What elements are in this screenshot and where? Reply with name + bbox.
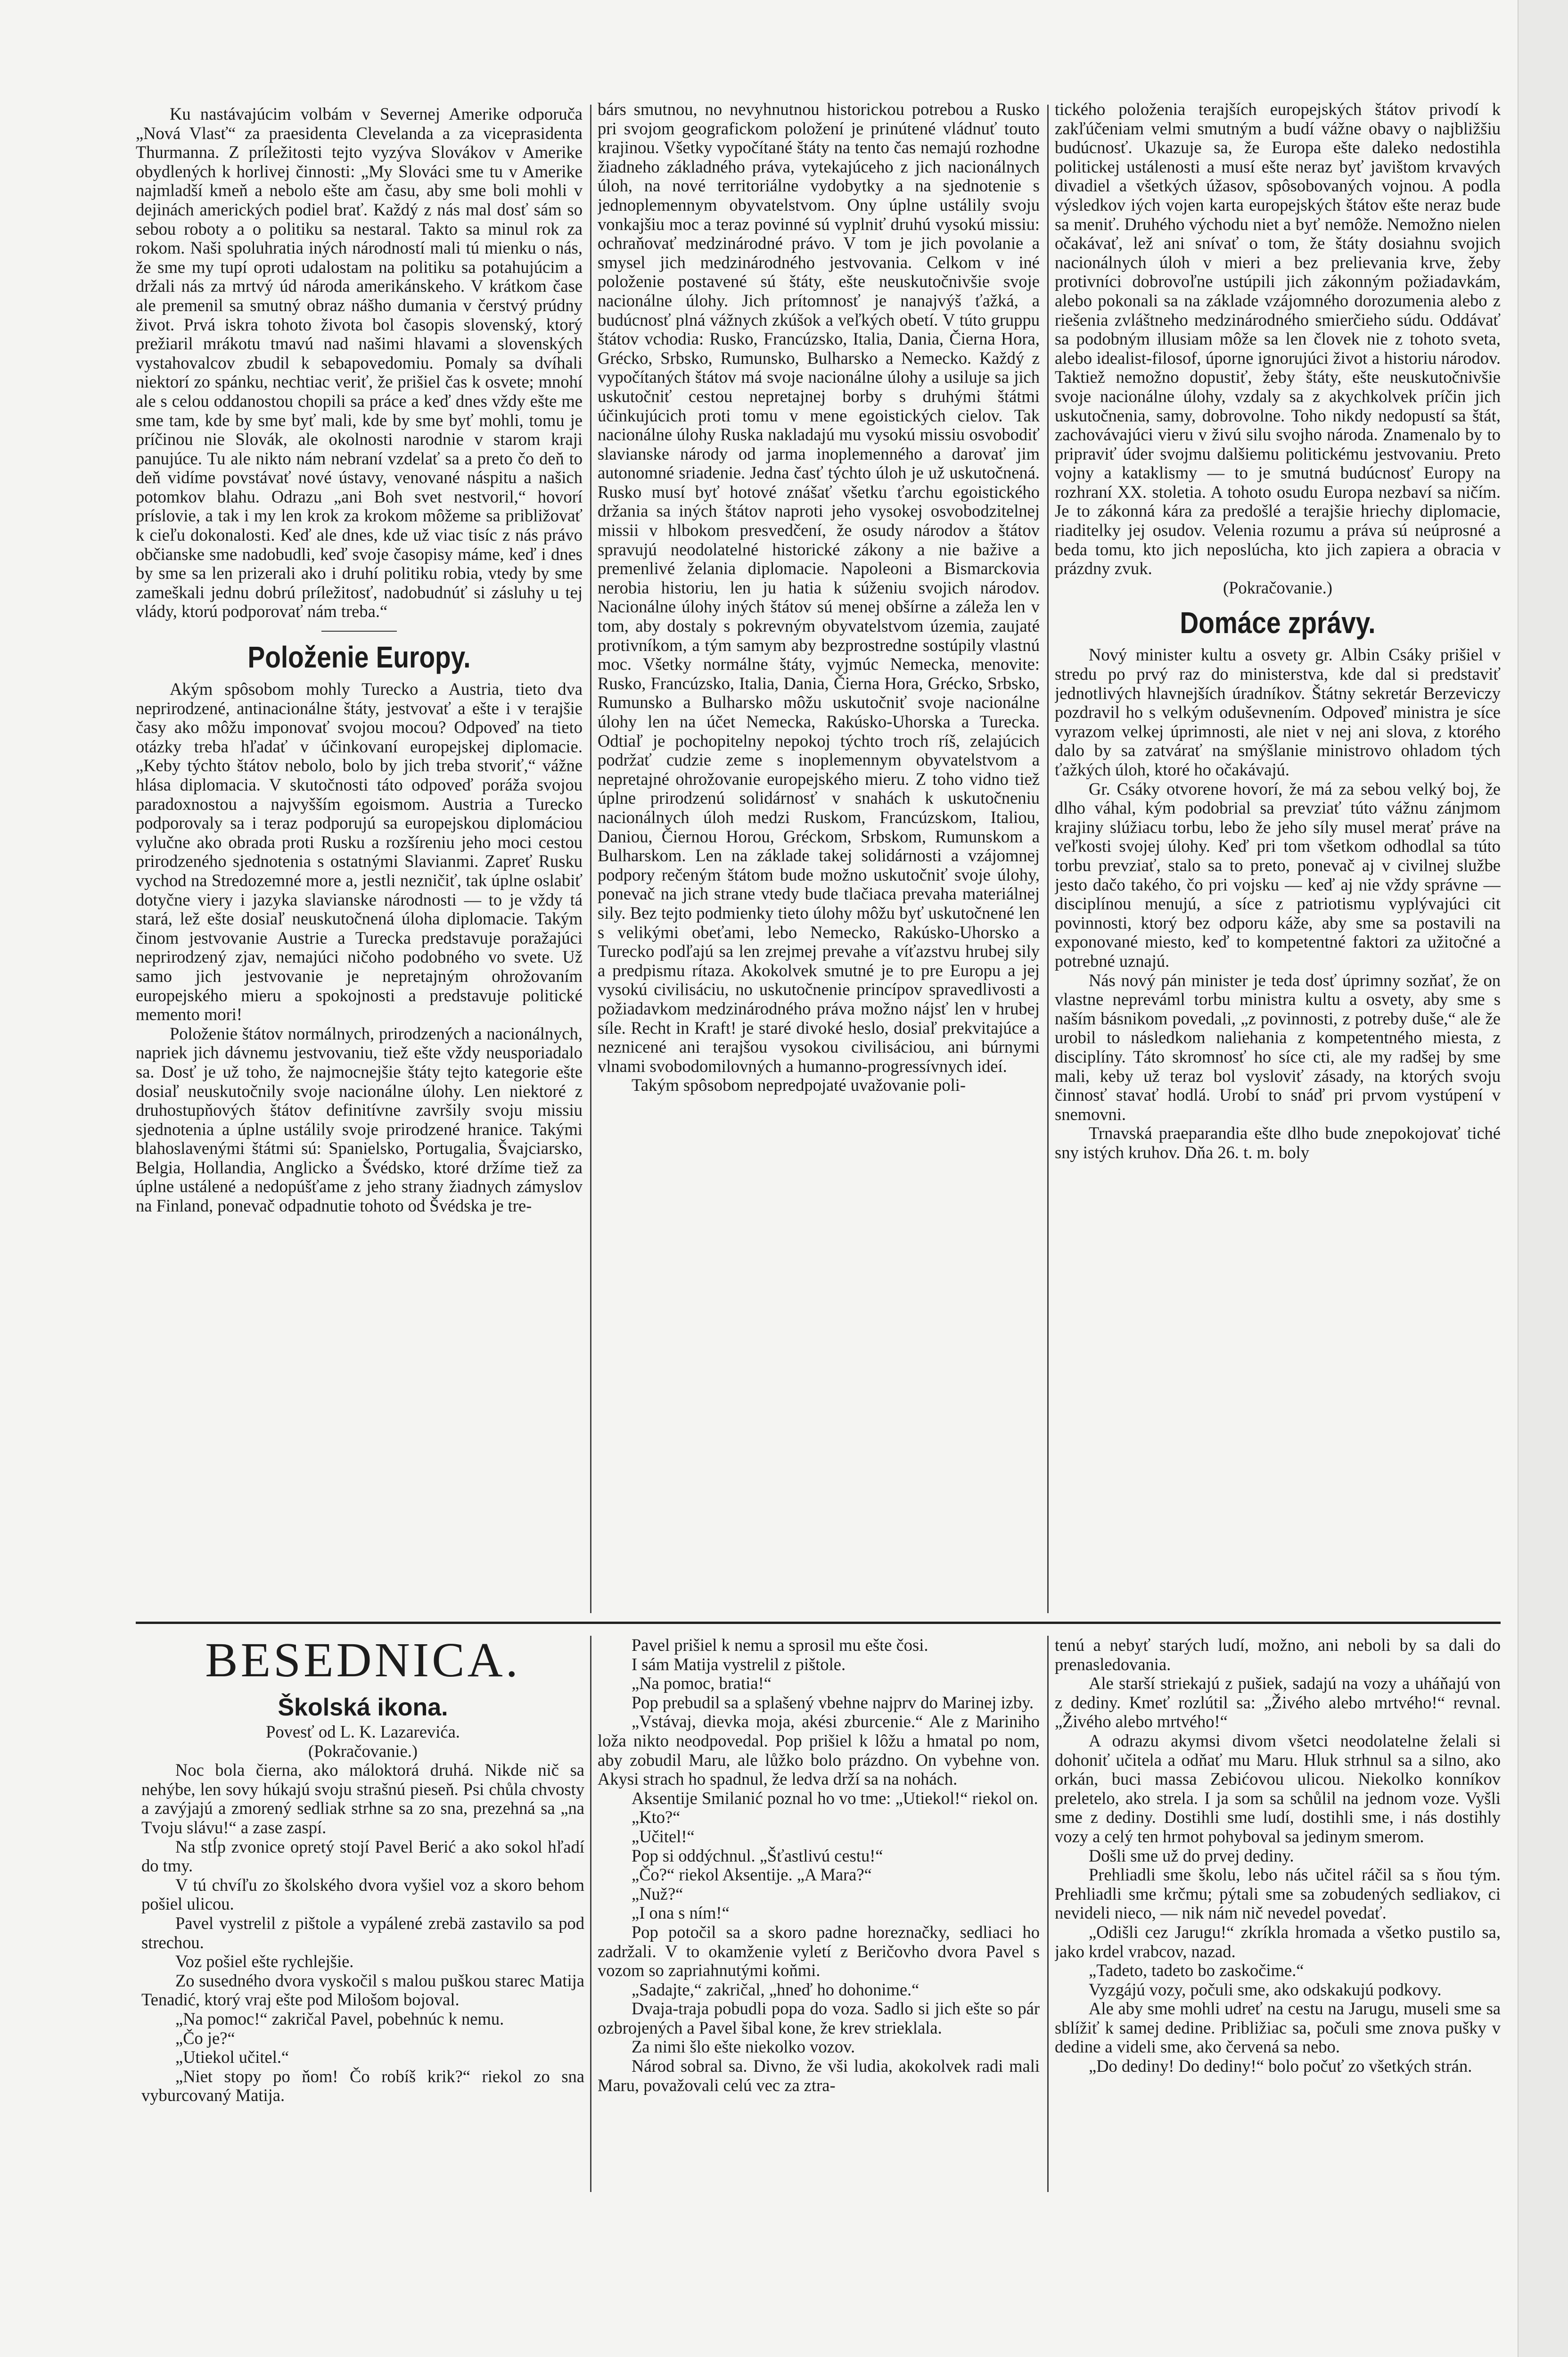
paragraph: Pavel prišiel k nemu a sprosil mu ešte čosi.: [632, 1636, 928, 1655]
paragraph: Došli sme už do prvej dediny.: [1089, 1846, 1294, 1865]
paragraph: Národ sobral sa. Divno, že vši ludia, akokolvek radi mali Maru, považovali celú vec za ztra-: [598, 2056, 1040, 2095]
paragraph: Na stĺp zvonice opretý stojí Pavel Berić a ako sokol hľadí do tmy.: [141, 1837, 584, 1876]
paragraph: Pop prebudil sa a splašený vbehne najprv do Marinej izby.: [632, 1692, 1034, 1712]
paragraph: A odrazu akymsi divom všetci neodolatelne želali si dohoniť učitela a odňať mu Maru. Hluk strhnul sa a silno, ako orkán, buci massa Zebićovou ulicou. Niekolko konníkov preletelo, ako strela. I ja som sa schůlil na jednom voze. Vyšli sme z dediny. Dostihli sme ludí, dostihli sme, i nás dostihly vozy a celý ten hrmot pohyboval sa jedinym smerom.: [1055, 1731, 1501, 1846]
section-title-besednica: BESEDNICA.: [205, 1633, 521, 1687]
paragraph: Takým spôsobom nepredpojaté uvažovanie poli-: [632, 1075, 966, 1095]
paragraph: „Na pomoc!“ zakričal Pavel, pobehnúc k nemu.: [175, 2009, 504, 2028]
paragraph: Voz pošiel ešte rychlejšie.: [175, 1952, 354, 1971]
paragraph: V tú chvíľu zo školského dvora vyšiel voz a skoro behom pošiel ulicou.: [141, 1875, 584, 1914]
section-divider: [136, 1622, 1501, 1624]
besednica-column-3: [1055, 1636, 1501, 2192]
paragraph: „Tadeto, tadeto bo zaskočime.“: [1089, 1961, 1304, 1980]
besednica-column-1: [141, 1692, 584, 2192]
paragraph: „Učitel!“: [632, 1826, 695, 1846]
continuation-note: (Pokračovanie.): [308, 1741, 418, 1761]
paragraph: „Nuž?“: [632, 1884, 683, 1904]
paragraph: „I ona s ním!“: [632, 1903, 730, 1923]
paragraph: Nás nový pán minister je teda dosť úprimny sozňať, že on vlastne nepreváml torbu ministra kultu a osvety, aby sme s naším básnikom povedali, „z povinnosti, z potreby duše,“ ale že urobil to následkom naliehania z kompetentného miesta, z disciplíny. Táto skromnosť ho síce cti, ale my radšej by sme mali, keby už teraz bol vysloviť zásady, na ktorých svoju činnosť stavať hodlá. Urobí to snáď pri prvom vystúpení v snemovni.: [1055, 970, 1501, 1124]
paragraph: „Na pomoc, bratia!“: [632, 1673, 772, 1693]
paragraph: tenú a nebyť starých ludí, možno, ani neboli by sa dali do prenasledovania.: [1055, 1636, 1501, 1674]
paragraph: Pavel vystrelil z pištole a vypálené zrebä zastavilo sa pod strechou.: [141, 1913, 584, 1952]
story-title: Školská ikona.: [278, 1694, 448, 1721]
paragraph: Prehliadli sme školu, lebo nás učitel ráčil sa s ňou tým. Prehliadli sme krčmu; pýtali sme sa zobudených sedliakov, ci nevideli nieco, — nik nám nič nevedel povedať.: [1055, 1865, 1501, 1923]
paragraph: „Odišli cez Jarugu!“ zkríkla hromada a všetko pustilo sa, jako krdel vrabcov, nazad.: [1055, 1922, 1501, 1961]
election-paragraph: Ku nastávajúcim volbám v Severnej Amerike odporuča „Nová Vlasť“ za praesidenta Clevelanda a za viceprasidenta Thurmanna. Z príležitosti tejto vyzýva Slovákov v Amerike obydlených k horlivej činnosti: „My Slováci sme tu v Amerike najmladší kmeň a nebolo ešte am času, aby sme boli mohli v dejinách amerických podiel brať. Každý z nás mal dosť sám so sebou roboty a o politiku sa nestaral. Takto sa minul rok za rokom. Naši spoluhratia iných národností mali tú mienku o nás, že sme my tupí oproti udalostam na politiku sa potahujúcim a držali nás za mrtvý úd národa amerikánskeho. V krátkom čase ale premenil sa smutný obraz nášho dumania v čerstvý prúdny život. Prvá iskra tohoto života bol časopis slovenský, ktorý prežiaril mrákotu tmavú nad našimi hlavami a slovenských vystahovalcov zbudil k sebapovedomiu. Pomaly sa dvíhali niektorí zo spánku, nechtiac veriť, že prišiel čas k osvete; mnohí ale s celou oddanostou chopili sa práce a keď dnes vždy ešte me sme tam, kde by sme byť mali, kde by sme byť mohli, tomu je príčinou nie Slovák, ale okolnosti narodnie v starom kraji panujúce. Tu ale nikto nám nebraní vzdelať sa a preto čo deň to deň vidíme povstávať nové ústavy, venované náspitu a našich potomkov blahu. Odrazu „ani Boh svet nestvoril,“ hovorí príslovie, a tak i my len krok za krokom môžeme sa približovať k cieľu dokonalosti. Keď ale dnes, kde už viac tisíc z nás právo občianske sme nadobudli, keď svoje časopisy máme, keď i dnes by sme sa len prizerali ako i druhí politiku robia, vtedy by sme zameškali jednu dobrú príležitosť, nadobudnúť si zásluhy u tej vlády, ktorú podporovať nám treba.“: [136, 105, 583, 621]
paragraph: Trnavská praeparandia ešte dlho bude znepokojovať tiché sny istých kruhov. Dňa 26. t. m. boly: [1055, 1123, 1501, 1162]
continuation-note: (Pokračovanie.): [1223, 577, 1333, 597]
article-title-domace-zpravy: Domáce zprávy.: [1180, 606, 1376, 640]
paragraph: Nový minister kultu a osvety gr. Albin Csáky prišiel v stredu po prvý raz do ministerstva, kde dal si predstaviť jednotlivých hlavnejších úradníkov. Štátny sekretár Berzeviczy pozdravil ho s velkým oduševnením. Odpoveď ministra je síce vyrazom velkej úprimnosti, ale niet v nej ani slova, z ktorého dalo by sa zatvárať na smýšlanie ministrovo ohladom tých ťažkých úloh, ktoré ho očakávajú.: [1055, 645, 1501, 779]
column-rule: [1047, 105, 1049, 1613]
paragraph: „Do dediny! Do dediny!“ bolo počuť zo všetkých strán.: [1089, 2056, 1472, 2076]
paragraph: Noc bola čierna, ako máloktorá druhá. Nikde nič sa nehýbe, len sovy húkajú svoju strašnú pieseň. Psi chůla chvosty a zavýjajú a zmorený sedliak strhne sa zo sna, prezehná sa „na Tvoju slávu!“ a zase zaspí.: [141, 1760, 584, 1837]
paragraph: Dvaja-traja pobudli popa do voza. Sadlo si jich ešte so pár ozbrojených a Pavel šibal kone, že krev strieklala.: [598, 1999, 1040, 2037]
column-1-top: [136, 105, 583, 1604]
paragraph: „Vstávaj, dievka moja, akési zburcenie.“ Ale z Mariniho loža nikto neodpovedal. Pop prišiel k lôžu a hmatal po nom, aby zobudil Maru, ale lůžko bolo prázdno. On vybehne von. Akysi strach ho spadnul, že ledva drží sa na nohách.: [598, 1712, 1040, 1789]
paragraph: Ale aby sme mohli udreť na cestu na Jarugu, museli sme sa sblížiť k samej dedine. Približiac sa, počuli sme znova pušky v dedine a videli sme, ako červená sa nebo.: [1055, 1999, 1501, 2057]
paragraph: „Čo?“ riekol Aksentije. „A Mara?“: [632, 1865, 872, 1885]
paragraph: Pop si oddýchnul. „Šťastlivú cestu!“: [632, 1846, 883, 1865]
paragraph: tického položenia terajších europejských štátov privodí k zakľúčeniam velmi smutným a budí vážne obavy o najbližšiu budúcnosť. Ukazuje sa, že Europa ešte daleko nedostihla politickej ustálenosti a musí ešte neraz byť javištom krvavých divadiel a všetkých úžasov, spôsobovaných vojnou. A podla výsledkov iých vojen karta europejských štátov ešte neraz bude sa meniť. Druhého východu niet a byť nemôže. Nemožno nielen očakávať, lež ani snívať o tom, že štáty dosiahnu svojich nacionálnych úloh v mieri a bez prelievania krve, žeby protivníci dobrovoľne ustúpili jich zákonným požiadavkám, alebo pokonali sa na základe vzájomného dorozumenia alebo z riešenia zvláštneho medzinárodného smierčieho súdu. Oddávať sa podobným illusiam môže sa len človek nie z tohoto sveta, alebo idealist-filosof, úporne ignorujúci život a historiu národov. Taktiež nemožno dopustiť, žeby štáty, ešte neuskutočnivšie svoje nacionálne úlohy, vzdaly sa z akychkolvek príčin jich uskutočnenia, samy, dobrovolne. Toho nikdy nedopustí sa štát, zachovávajúci vieru v živú silu svojho národa. Znamenalo by to pripraviť úder svojmu dalšiemu politickému jestvovaniu. Preto vojny a kataklismy — to je smutná budúcnosť Europy na rozhraní XX. stoletia. A tohoto osudu Europa nezbaví sa ničím. Je to zákonná kára za predošlé a terajšie hriechy diplomacie, riaditelky jej osudov. Velenia rozumu a práva sú neúprosné a beda tomu, kto jich neposlúcha, kto jich zapiera a obracia v prázdny zvuk.: [1055, 100, 1501, 578]
paragraph: Položenie štátov normálnych, prirodzených a nacionálnych, napriek jich dávnemu jestvovaniu, tiež ešte vždy neusporiadalo sa. Dosť je už toho, že najmocnejšie štáty tejto kategorie ešte dosiaľ neuskutočnily svoje nacionálne úlohy. Len niektoré z druhostupňových štátov definitívne završily svoju missiu sjednotenia a úplne ustálily svoje prirodzené hranice. Takými blahoslavenými štátmi sú: Spanielsko, Portugalia, Švajciarsko, Belgia, Hollandia, Anglicko a Švédsko, ktoré držíme tiež za úplne ustálené a nedopúšťame z jeho strany žiadnych zámyslov na Finland, ponevač odpadnutie tohoto od Švédska je tre-: [136, 1023, 583, 1216]
paragraph: Ale starší striekajú z pušiek, sadajú na vozy a uháňajú von z dediny. Kmeť rozlútil sa: „Živého alebo mrtvého!“ revnal. „Živého alebo mrtvého!“: [1055, 1673, 1501, 1731]
paragraph: Zo susedného dvora vyskočil s malou puškou starec Matija Tenadić, ktorý vraj ešte pod Milošom bojoval.: [141, 1970, 584, 2010]
paragraph: Akým spôsobom mohly Turecko a Austria, tieto dva neprirodzené, antinacionálne štáty, jestvovať a ešte i v terajšie časy ako môžu imponovať svojou mocou? Odpoveď na tieto otázky treba hľadať v účinkovaní europejskej diplomacie. „Keby týchto štátov nebolo, bolo by jich treba stvoriť,“ vážne hlása diplomacia. V skutočnosti táto odpoveď poráža svojou paradoxnostou a najvyšším egoismom. Austria a Turecko podporovaly sa i teraz podporujú sa europejskou diplomáciou vylučne ako obrada proti Rusku a rozšíreniu jeho moci cestou prirodzeného sjednotenia s ostatnými Slavianmi. Zapreť Rusku vychod na Stredozemné more a, jestli nezničiť, tak úplne oslabiť dotyčne viery i jazyka slavianske národnosti — to je vždy tá stará, lež ešte dosiaľ neuskutočnená úloha diplomacie. Takým činom jestvovanie Austrie a Turecka predstavuje poražajúci neprirodzený zjav, nemajúci ničoho podobného vo svete. Už samo jich jestvovanie je nepretajným ohrožovaním europejského mieru a spokojnosti a predstavuje politické memento mori!: [136, 679, 583, 1024]
column-rule: [590, 105, 591, 1613]
column-3-top: [1055, 100, 1501, 1608]
paragraph: Za nimi šlo ešte niekolko vozov.: [632, 2037, 855, 2057]
paragraph: „Čo je?“: [175, 2028, 235, 2048]
paragraph: Pop potočil sa a skoro padne horeznačky, sedliaci ho zadržali. V to okamženie vyletí z Beričovho dvora Pavel s vozom so zapriahnutými koňmi.: [598, 1922, 1040, 1980]
paragraph: Aksentije Smilanić poznal ho vo tme: „Utiekol!“ riekol on.: [632, 1788, 1038, 1808]
paragraph: Gr. Csáky otvorene hovorí, že má za sebou velký boj, že dlho váhal, kým podobrial sa prevziať túto vážnu zánjmom krajiny slúžiacu torbu, lebo že jeho síly musel merať práve na veľkosti svojej úlohy. Keď pri tom všetkom odhodlal sa túto torbu prevziať, stalo sa to preto, ponevač aj v civilnej službe jesto dačo takého, čo pri vojsku — keď aj nie vždy správne — disciplínou menujú, a síce z patriotismu vyplývajúci cit povinnosti, ktorý bez odporu káže, aby sme sa postavili na exponované miesto, keď to kompetentné faktori za užitočné a potrebné uznajú.: [1055, 779, 1501, 971]
article-title-polozenie-europy: Položenie Europy.: [247, 640, 471, 675]
paragraph: „Niet stopy po ňom! Čo robíš krik?“ riekol zo sna vyburcovaný Matija.: [141, 2066, 584, 2105]
separator: [321, 631, 397, 632]
paragraph: „Sadajte,“ zakričal, „hneď ho dohonime.“: [632, 1979, 919, 1999]
paragraph: I sám Matija vystrelil z pištole.: [632, 1654, 846, 1674]
column-2-top: [598, 100, 1040, 1608]
page-edge: [1518, 0, 1568, 2357]
besednica-column-2: [598, 1636, 1040, 2192]
column-rule: [1047, 1636, 1049, 2192]
paragraph: Vyzgájú vozy, počuli sme, ako odskakujú podkovy.: [1089, 1979, 1442, 1999]
column-rule: [590, 1636, 591, 2192]
story-byline: Povesť od L. K. Lazarevića.: [266, 1722, 460, 1741]
paragraph: bárs smutnou, no nevyhnutnou historickou potrebou a Rusko pri svojom geografickom položení je prinútené vládnuť touto krajinou. Všetky vypočítané štáty na tento čas nemajú rozhodne žiadneho základného práva, vytekajúceho z jich nacionálnych úloh, na nové territoriálne vydobytky a na sjednotenie s jednoplemennym obyvatelstvom. Ony úplne ustálily svoju vonkajšiu moc a teraz povinné sú vyplniť druhú vysokú missiu: ochraňovať medzinárodné právo. V tom je jich povolanie a smysel jich medzinárodného jestvovania. Celkom v iné položenie postavené sú štáty, ešte neuskutočnivšie svoje nacionálne úlohy. Jich prítomnosť je nanajvýš ťažká, a budúcnosť plná vážnych zkúšok a veľkých obetí. V túto gruppu štátov vchodia: Rusko, Francúzsko, Italia, Dania, Čierna Hora, Grécko, Srbsko, Rumunsko, Bulharsko a Nemecko. Každý z vypočítaných štátov má svoje nacionálne úlohy a usiluje sa jich uskutočniť cestou nepretajnej borby s druhými štátmi účinkujúcich proti tomu v mene egoistických cielov. Tak nacionálne úlohy Ruska nakladajú mu vysokú missiu osvobodiť slavianske národy od jarma inoplemenného a darovať jim autonomné sriadenie. Jedna časť týchto úloh je už uskutočnená. Rusko musí byť hotové znášať všetku ťarchu egoistického držania sa iných štátov naproti jeho vysokej osvobodzitelnej missii v hlbokom presvedčení, že osudy národov a štátov spravujú neodolatelné historické zákony a nie bažive a premenlivé želania diplomacie. Napoleoni a Bismarckovia nerobia historiu, len ju hatia k súženiu svojich národov. Nacionálne úlohy iných štátov sú menej obšírne a záleža len v tom, aby dostaly s pokrevným obyvatelstvom územia, zaujaté protivníkom, a tým samym aby bezprostredne sostúpily vlastnú moc. Všetky normálne štáty, vyjmúc Nemecka, menovite: Rusko, Francúzsko, Italia, Dania, Čierna Hora, Grécko, Srbsko, Rumunsko a Bulharsko môžu uskutočniť svoje nacionálne úlohy len na účet Nemecka, Rakúsko-Uhorska a Turecka. Odtiaľ je pochopitelny nepokoj týchto troch ríš, zelajúcich podržať cudzie zeme s inoplemennym obyvatelstvom a nepretajné ohrožovanie europejského mieru. Z toho vidno tiež úplne prirodzenú solidárnosť v snahách k uskutočneniu nacionálnych úloh medzi Ruskom, Francúzskom, Italiou, Daniou, Čiernou Horou, Gréckom, Srbskom, Rumunskom a Bulharskom. Len na základe takej solidárnosti a vzájomnej podpory rečeným štátom bude možno uskutočniť svoje úlohy, ponevač na jich strane vtedy bude tlačiaca prevaha materiálnej sily. Bez tejto podmienky tieto úlohy môžu byť uskutočnené len s velikými obeťami, lebo Nemecko, Rakúsko-Uhorsko a Turecko podľajú sa len zrejmej prevahe a víťazstvu hrubej sily a predpismu rítaza. Akokolvek smutné je to pre Europu a jej vysokú civilisáciu, no uskutočnenie princípov spravedlivosti a požiadavkom medzinárodného práva možno nájsť len v hrubej síle. Recht in Kraft! je staré divoké heslo, dosiaľ prekvitajúce a neznicené ani terajšou vysokou civilisáciou, ani búrnymi vlnami svobodomilovných a humanno-progressívnych ideí.: [598, 100, 1040, 1076]
paragraph: „Kto?“: [632, 1807, 681, 1827]
paragraph: „Utiekol učitel.“: [175, 2047, 289, 2067]
